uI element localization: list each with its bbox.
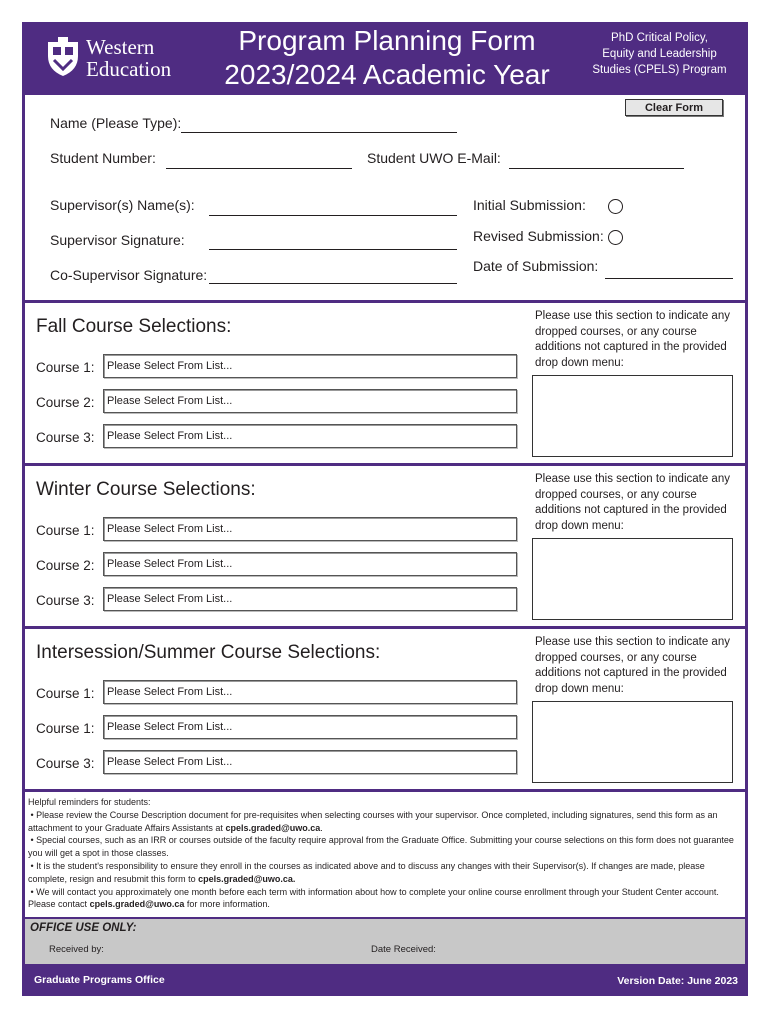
page-title — [202, 24, 572, 92]
form-frame — [22, 22, 748, 996]
course-label: Course 2: — [36, 558, 95, 573]
notes-textarea[interactable] — [532, 538, 733, 620]
course-label: Course 1: — [36, 721, 95, 736]
reminder-text: It is the student's responsibility to ensure they enroll in the courses as indicated above and to discuss any changes with their Supervisor(s). If changes are made, please complete, resign and resubmit this form to — [28, 860, 705, 884]
notes-textarea[interactable] — [532, 375, 733, 457]
summer-section — [25, 629, 745, 789]
course-select[interactable]: Please Select From List... — [103, 750, 517, 774]
header — [22, 22, 748, 94]
office-use-section — [25, 919, 745, 964]
email-link[interactable]: cpels.graded@uwo.ca. — [198, 873, 296, 884]
name-input[interactable] — [181, 132, 457, 133]
course-select[interactable]: Please Select From List... — [103, 715, 517, 739]
crest-icon — [44, 36, 82, 78]
reminder-text: Please review the Course Description document for pre-requisites when selecting courses with your supervisor. Once completed, including signatures, send this form as an attachment to your Graduate Affairs Assistants at — [28, 809, 718, 833]
fall-section — [25, 303, 745, 463]
date-submission-label: Date of Submission: — [473, 258, 599, 274]
revised-submission-radio[interactable] — [608, 230, 623, 245]
initial-submission-radio[interactable] — [608, 199, 623, 214]
notes-instructions: Please use this section to indicate any dropped courses, or any course additions not captured in the provided drop down menu: — [535, 636, 730, 695]
course-label: Course 2: — [36, 395, 95, 410]
date-received-label: Date Received: — [371, 944, 436, 955]
reminder-item: • We will contact you approximately one month before each term with information about how to complete your online course enrollment through your Student Center account. Please contact cpels.graded@uwo.ca for more information. — [28, 886, 719, 910]
reminder-item: • It is the student's responsibility to ensure they enroll in the courses as indicated above and to discuss any changes with their Supervisor(s). If changes are made, please complete, resign and resubmit this form to cpels.graded@uwo.ca. — [28, 860, 705, 884]
initial-submission-label: Initial Submission: — [473, 197, 586, 213]
email-label: Student UWO E-Mail: — [367, 150, 501, 166]
course-select[interactable]: Please Select From List... — [103, 587, 517, 611]
supervisors-label: Supervisor(s) Name(s): — [50, 197, 195, 213]
section-title: Intersession/Summer Course Selections: — [36, 642, 381, 663]
course-label: Course 3: — [36, 756, 95, 771]
course-select[interactable]: Please Select From List... — [103, 424, 517, 448]
cosupervisor-signature-label: Co-Supervisor Signature: — [50, 267, 208, 283]
logo-line-2: Education — [86, 57, 172, 81]
name-label: Name (Please Type): — [50, 115, 182, 131]
reminder-text: for more information. — [186, 899, 270, 910]
program-line-3: Studies (CPELS) Program — [592, 64, 727, 76]
course-select[interactable]: Please Select From List... — [103, 389, 517, 413]
office-use-title: OFFICE USE ONLY: — [30, 922, 137, 934]
reminder-text: We will contact you approximately one month before each term with information about how to complete your online course enrollment through your Student Center account. Please contact — [28, 886, 719, 910]
reminders-section — [25, 792, 745, 917]
date-submission-input[interactable] — [605, 278, 733, 279]
notes-instructions: Please use this section to indicate any dropped courses, or any course additions not captured in the provided drop down menu: — [535, 310, 730, 369]
course-select[interactable]: Please Select From List... — [103, 517, 517, 541]
cosupervisor-signature-input[interactable] — [209, 283, 457, 284]
supervisor-signature-label: Supervisor Signature: — [50, 232, 185, 248]
supervisors-input[interactable] — [209, 215, 457, 216]
section-title: Winter Course Selections: — [36, 479, 256, 500]
course-label: Course 1: — [36, 686, 95, 701]
email-link[interactable]: cpels.graded@uwo.ca — [225, 822, 321, 833]
course-label: Course 3: — [36, 430, 95, 445]
footer-version-date: Version Date: June 2023 — [617, 975, 738, 987]
course-select[interactable]: Please Select From List... — [103, 552, 517, 576]
student-number-input[interactable] — [166, 168, 352, 169]
notes-instructions: Please use this section to indicate any dropped courses, or any course additions not captured in the provided drop down menu: — [535, 473, 730, 532]
footer — [22, 964, 748, 996]
program-line-2: Equity and Leadership — [602, 48, 717, 60]
course-select[interactable]: Please Select From List... — [103, 680, 517, 704]
page-title-line-2: 2023/2024 Academic Year — [224, 59, 550, 90]
reminders-heading: Helpful reminders for students: — [28, 797, 151, 807]
student-info-panel — [25, 95, 745, 300]
course-label: Course 1: — [36, 523, 95, 538]
course-select[interactable]: Please Select From List... — [103, 354, 517, 378]
western-education-logo — [44, 36, 204, 82]
reminder-item: • Special courses, such as an IRR or courses outside of the faculty require approval from the Graduate Office. Submitting your course selections on this form does not guarantee you will get a spot in those classes. — [28, 835, 734, 859]
logo-line-1: Western — [86, 35, 155, 59]
email-input[interactable] — [509, 168, 684, 169]
student-number-label: Student Number: — [50, 150, 156, 166]
reminder-item: • Please review the Course Description document for pre-requisites when selecting courses with your supervisor. Once completed, including signatures, send this form as an attachment to your Graduate Affairs Assistants at cpels.graded@uwo.ca. — [28, 809, 718, 833]
footer-office-name: Graduate Programs Office — [34, 974, 165, 986]
clear-form-button[interactable]: Clear Form — [625, 99, 723, 116]
course-label: Course 1: — [36, 360, 95, 375]
revised-submission-label: Revised Submission: — [473, 228, 604, 244]
course-label: Course 3: — [36, 593, 95, 608]
notes-textarea[interactable] — [532, 701, 733, 783]
page-title-line-1: Program Planning Form — [238, 25, 536, 56]
email-link[interactable]: cpels.graded@uwo.ca — [89, 899, 185, 910]
section-title: Fall Course Selections: — [36, 316, 232, 337]
received-by-label: Received by: — [49, 944, 104, 955]
supervisor-signature-input[interactable] — [209, 249, 457, 250]
program-name — [587, 30, 732, 78]
logo-wordmark — [86, 36, 171, 80]
winter-section — [25, 466, 745, 626]
program-line-1: PhD Critical Policy, — [611, 32, 708, 44]
reminder-text: Special courses, such as an IRR or courses outside of the faculty require approval from the Graduate Office. Submitting your course selections on this form does not guarantee you will get a spot in those classes. — [28, 835, 734, 859]
